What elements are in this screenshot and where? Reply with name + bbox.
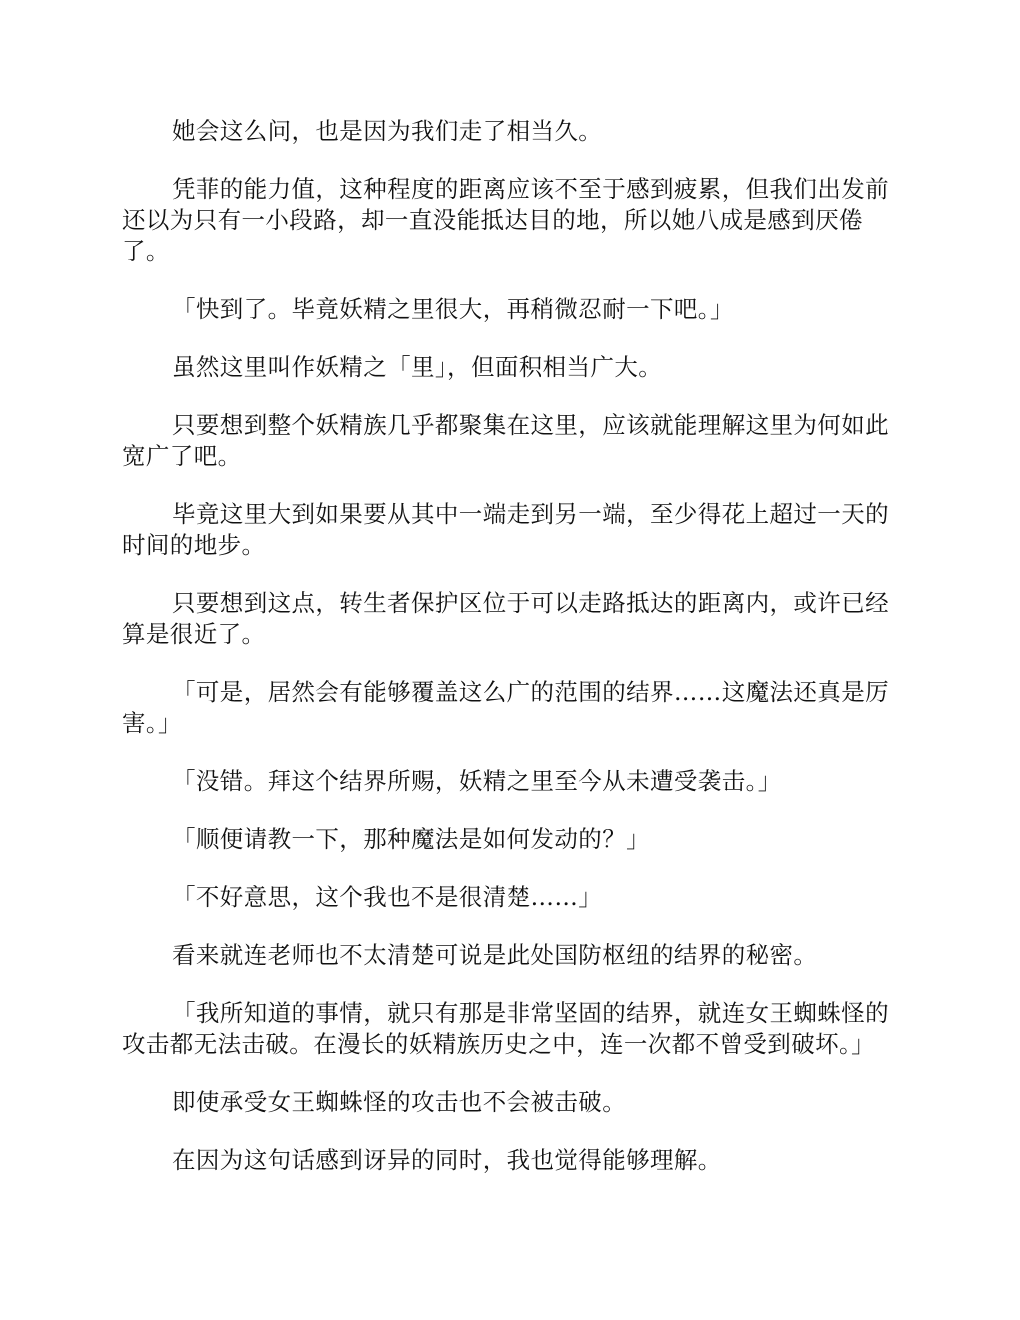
paragraph: 「没错。拜这个结界所赐，妖精之里至今从未遭受袭击。」: [172, 767, 782, 795]
paragraph: 她会这么问，也是因为我们走了相当久。: [172, 117, 603, 145]
paragraph: 虽然这里叫作妖精之「里」，但面积相当广大。: [172, 353, 663, 381]
paragraph: 「可是，居然会有能够覆盖这么广的范围的结界……这魔法还真是厉害。」: [122, 678, 889, 737]
paragraph: 只要想到整个妖精族几乎都聚集在这里，应该就能理解这里为何如此宽广了吧。: [122, 411, 889, 470]
paragraph: 看来就连老师也不太清楚可说是此处国防枢纽的结界的秘密。: [172, 941, 818, 969]
paragraph: 「不好意思，这个我也不是很清楚……」: [172, 883, 603, 911]
paragraph: 「我所知道的事情，就只有那是非常坚固的结界，就连女王蜘蛛怪的攻击都无法击破。在漫长的妖精族历史之中，连一次都不曾受到破坏。」: [122, 999, 889, 1058]
paragraph: 即使承受女王蜘蛛怪的攻击也不会被击破。: [172, 1088, 627, 1116]
paragraph: 「顺便请教一下，那种魔法是如何发动的？」: [172, 825, 650, 853]
paragraph: 毕竟这里大到如果要从其中一端走到另一端，至少得花上超过一天的时间的地步。: [122, 500, 889, 559]
paragraph: 在因为这句话感到讶异的同时，我也觉得能够理解。: [172, 1146, 722, 1174]
paragraph: 「快到了。毕竟妖精之里很大，再稍微忍耐一下吧。」: [172, 295, 734, 323]
paragraph: 只要想到这点，转生者保护区位于可以走路抵达的距离内，或许已经算是很近了。: [122, 589, 889, 648]
paragraph: 凭菲的能力值，这种程度的距离应该不至于感到疲累，但我们出发前还以为只有一小段路，却一直没能抵达目的地，所以她八成是感到厌倦了。: [122, 175, 889, 265]
